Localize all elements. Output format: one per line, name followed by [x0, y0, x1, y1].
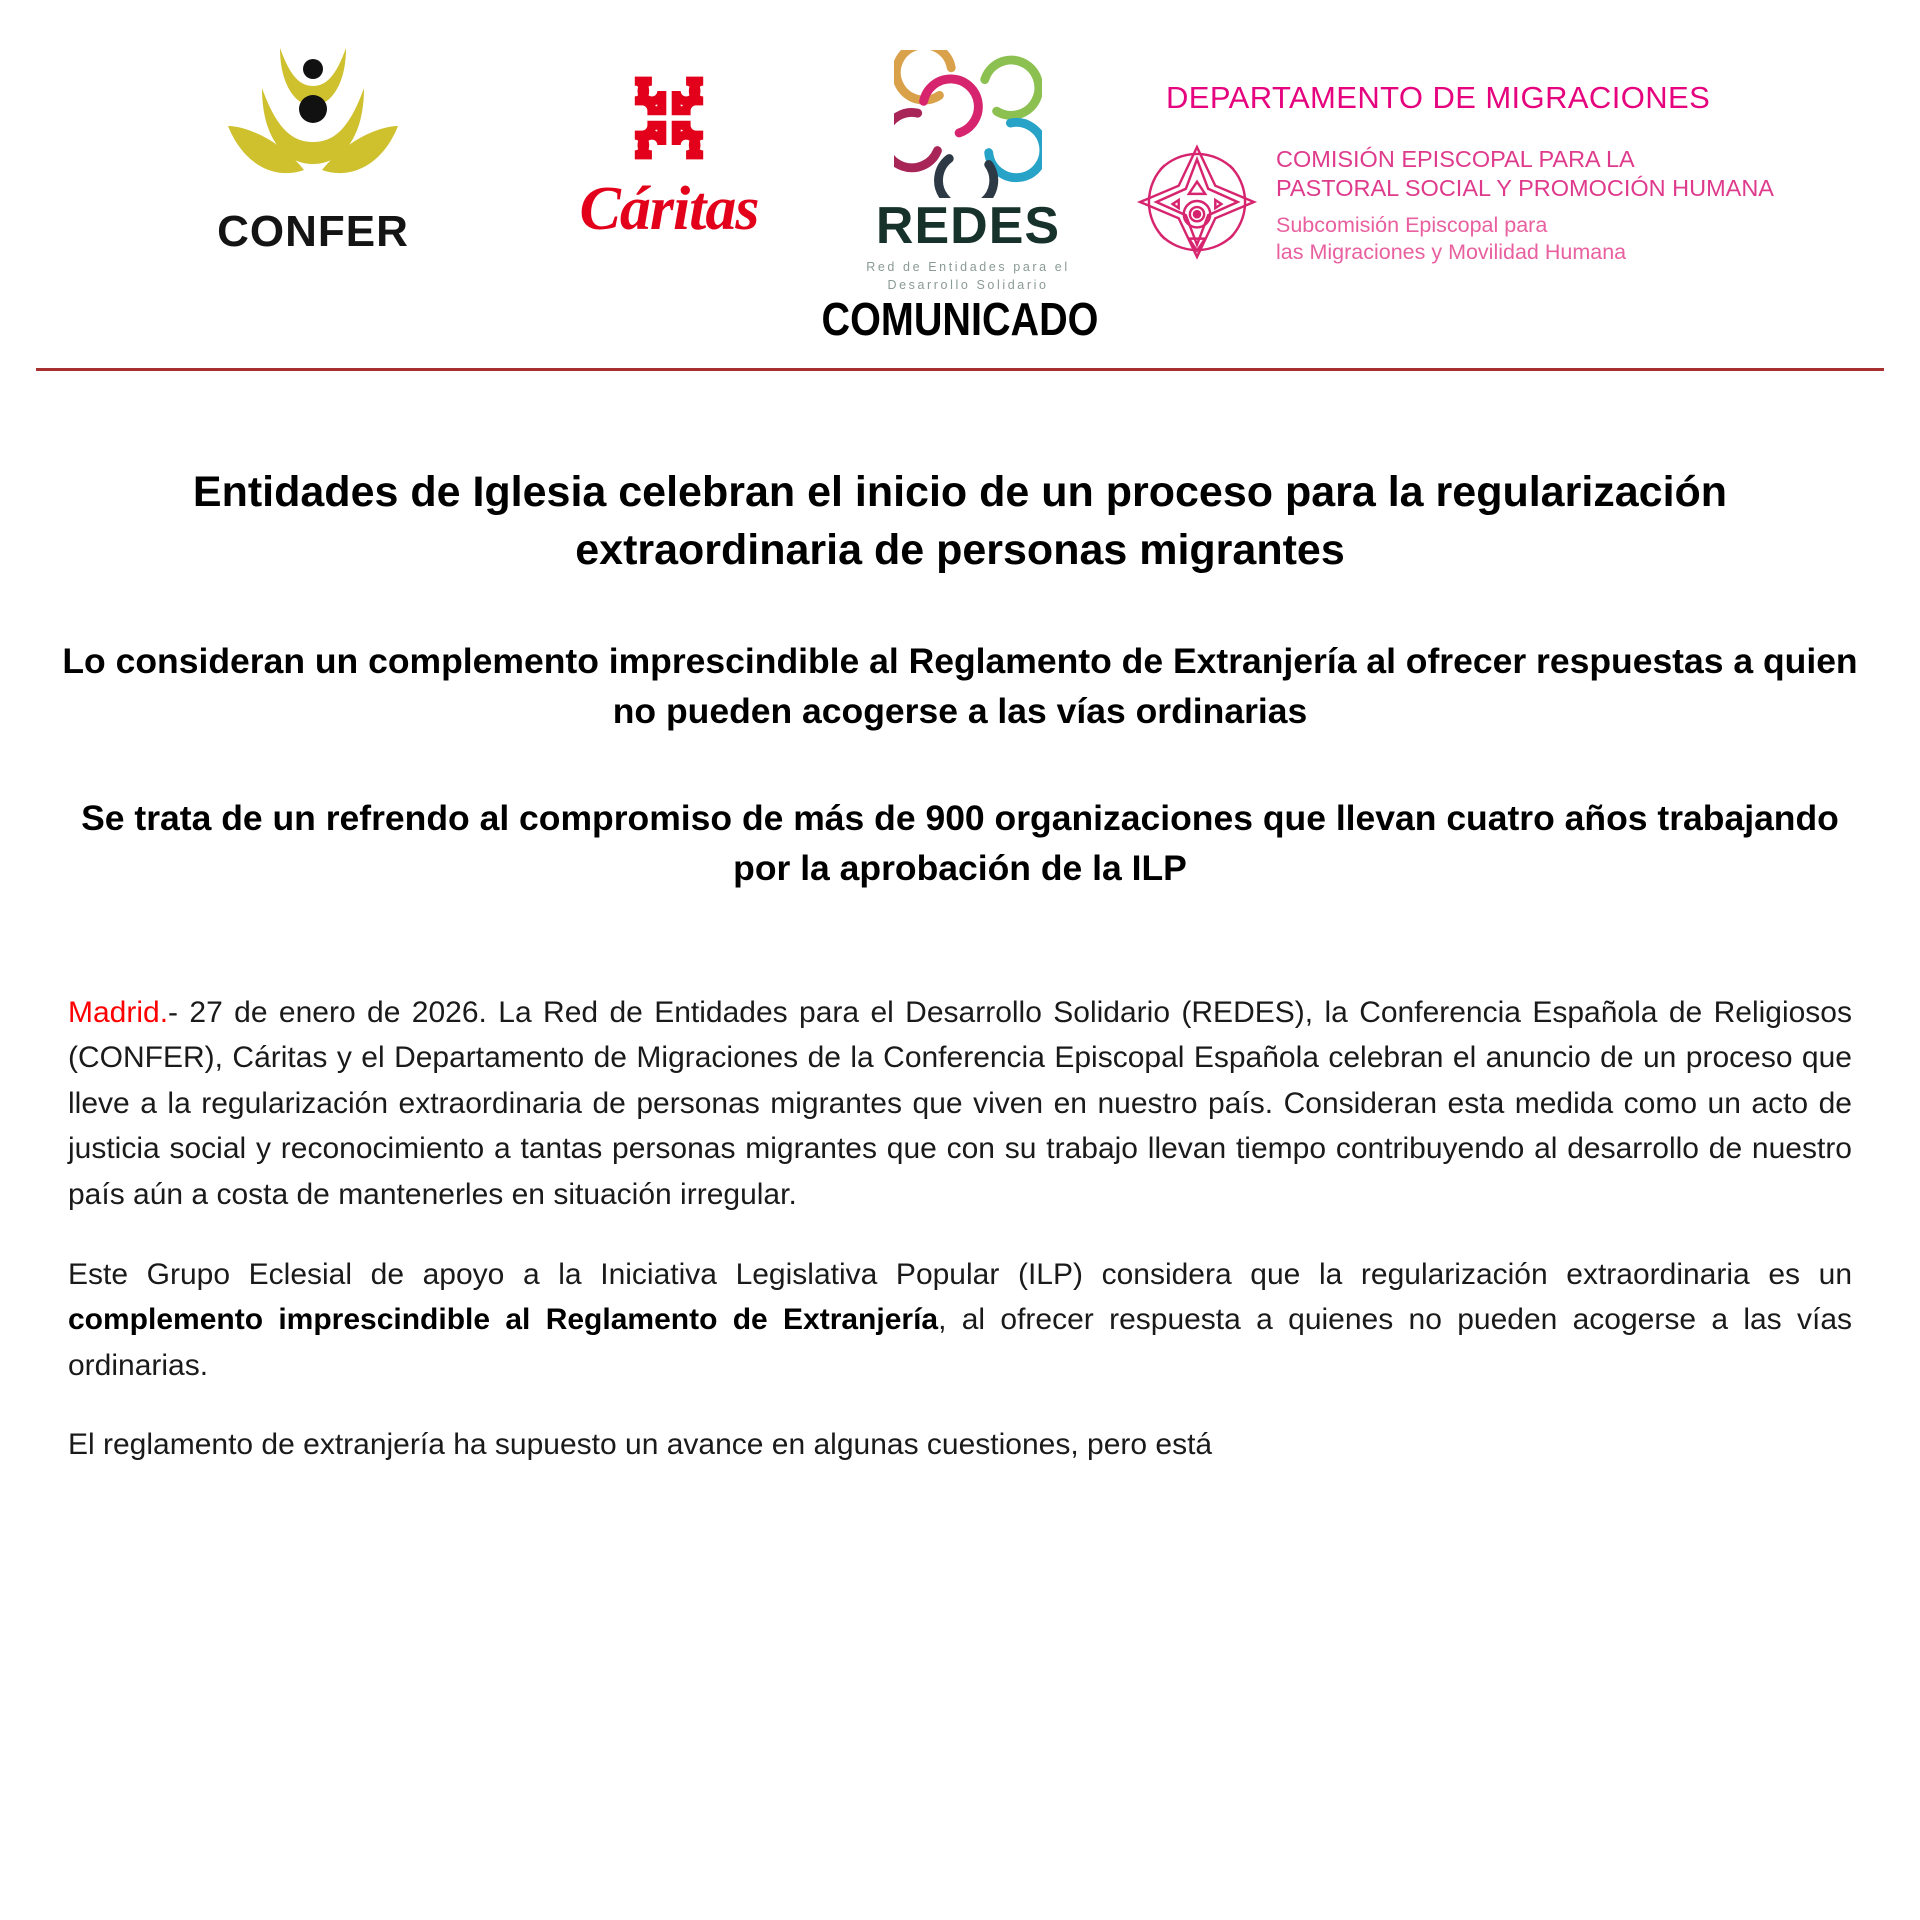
article-body — [46, 990, 1874, 1468]
migraciones-compass-rosette-icon — [1136, 141, 1258, 263]
paragraph-2-text-a: Este Grupo Eclesial de apoyo a la Iniciativa Legislativa Popular (ILP) considera que la regularización extraordinaria es un — [68, 1257, 1852, 1291]
redes-tagline — [866, 258, 1069, 294]
confer-mark-icon — [218, 36, 408, 204]
caritas-cross-hearts-icon — [615, 64, 723, 172]
paragraph-1 — [68, 990, 1852, 1218]
redes-network-circles-icon — [894, 50, 1042, 198]
confer-wordmark: CONFER — [217, 207, 409, 256]
document-type-label: COMUNICADO — [821, 293, 1099, 345]
caritas-wordmark: Cáritas — [579, 175, 759, 243]
logo-confer — [148, 36, 478, 254]
paragraph-2 — [68, 1252, 1852, 1389]
logo-caritas — [534, 36, 804, 243]
header-divider-rule — [36, 368, 1884, 371]
paragraph-1-text: - 27 de enero de 2026. La Red de Entidades para el Desarrollo Solidario (REDES), la Conferencia Española de Religiosos (CONFER), Cáritas y el Departamento de Migraciones de la Conferencia Episcopal Española celebran el anuncio de un proceso que lleve a la regularización extraordinaria de personas migrantes que viven en nuestro país. Consideran esta medida como un acto de justicia social y reconocimiento a tantas personas migrantes que con su trabajo llevan tiempo contribuyendo al desarrollo de nuestro país aún a costa de mantenerles en situación irregular. — [68, 995, 1852, 1211]
migraciones-line-4: las Migraciones y Movilidad Humana — [1276, 239, 1627, 264]
redes-wordmark: REDES — [875, 197, 1061, 255]
article-subhead-1: Lo consideran un complemento imprescindible al Reglamento de Extranjería al ofrecer respuestas a quien no pueden acogerse a las vías ordinarias — [62, 640, 1858, 732]
migraciones-line-1: COMISIÓN EPISCOPAL PARA LA — [1276, 146, 1635, 172]
logo-departamento-migraciones — [1136, 36, 1774, 266]
logo-header-band — [0, 0, 1920, 293]
article-subhead-2: Se trata de un refrendo al compromiso de más de 900 organizaciones que llevan cuatro años trabajando por la aprobación de la ILP — [81, 797, 1839, 889]
redes-tagline-line-1: Red de Entidades para el — [866, 260, 1070, 274]
dateline-city: Madrid. — [68, 995, 169, 1029]
migraciones-title: DEPARTAMENTO DE MIGRACIONES — [1166, 80, 1711, 115]
migraciones-line-3: Subcomisión Episcopal para — [1276, 213, 1548, 238]
paragraph-2-text-b: , al ofrecer respuesta a quienes no pueden acogerse a las vías ordinarias. — [68, 1303, 1852, 1382]
migraciones-text-block — [1276, 141, 1774, 266]
redes-tagline-line-2: Desarrollo Solidario — [887, 278, 1049, 293]
migraciones-lower-block — [1136, 141, 1774, 266]
paragraph-3: El reglamento de extranjería ha supuesto un avance en algunas cuestiones, pero está — [68, 1428, 1213, 1462]
article-content — [0, 463, 1920, 1468]
paragraph-2-emphasis: complemento imprescindible al Reglamento de Extranjería — [68, 1303, 939, 1337]
migraciones-line-2: PASTORAL SOCIAL Y PROMOCIÓN HUMANA — [1276, 174, 1774, 201]
article-headline: Entidades de Iglesia celebran el inicio de un proceso para la regularización extraordinaria de personas migrantes — [192, 468, 1728, 575]
logo-redes — [848, 36, 1088, 294]
